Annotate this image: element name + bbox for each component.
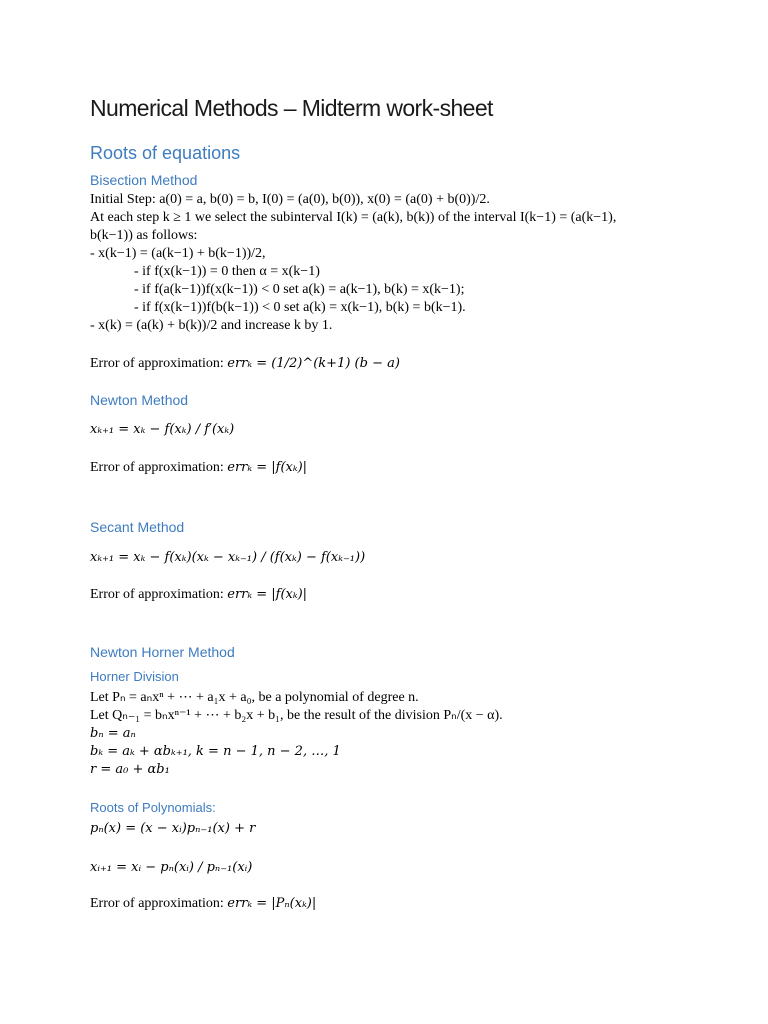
bisection-line: - if f(x(k−1))f(b(k−1)) < 0 set a(k) = x(k−1), b(k) = b(k−1). <box>134 300 466 315</box>
section-heading-roots: Roots of equations <box>90 143 241 163</box>
horner-bn: bₙ = aₙ <box>90 726 136 741</box>
secant-formula: xₖ₊₁ = xₖ − f(xₖ)(xₖ − xₖ₋₁) / (f(xₖ) − f(xₖ₋₁)) <box>90 550 366 565</box>
bisection-line: Initial Step: a(0) = a, b(0) = b, I(0) = (a(0), b(0)), x(0) = (a(0) + b(0))/2. <box>90 192 490 207</box>
horner-let-p: Let Pₙ = aₙxⁿ + ⋯ + a₁x + a₀, be a polynomial of degree n. <box>90 690 419 705</box>
bisection-heading: Bisection Method <box>90 172 198 188</box>
bisection-line: - x(k−1) = (a(k−1) + b(k−1))/2, <box>90 246 266 261</box>
page-title: Numerical Methods – Midterm work-sheet <box>90 95 493 121</box>
bisection-line: - if f(a(k−1))f(x(k−1)) < 0 set a(k) = a(k−1), b(k) = x(k−1); <box>134 282 465 297</box>
newton-formula: xₖ₊₁ = xₖ − f(xₖ) / f′(xₖ) <box>90 422 235 437</box>
newton-heading: Newton Method <box>90 392 189 408</box>
horner-error <box>90 896 316 912</box>
polynomial-iteration: xᵢ₊₁ = xᵢ − pₙ(xᵢ) / pₙ₋₁(xᵢ) <box>90 860 253 875</box>
error-label: Error of approximation: <box>90 460 224 475</box>
polynomial-deflation: pₙ(x) = (x − xᵢ)pₙ₋₁(x) + r <box>90 821 256 836</box>
secant-heading: Secant Method <box>90 519 185 535</box>
horner-let-q: Let Qₙ₋₁ = bₙxⁿ⁻¹ + ⋯ + b₂x + b₁, be the result of the division Pₙ/(x − α). <box>90 708 503 723</box>
bisection-line: b(k−1)) as follows: <box>90 228 198 243</box>
bisection-error <box>90 356 400 372</box>
horner-r: r = a₀ + αb₁ <box>90 762 170 777</box>
bisection-error-formula: errₖ = (1/2)^(k+1) (b − a) <box>227 356 400 371</box>
horner-division-heading: Horner Division <box>90 669 179 684</box>
bisection-line: At each step k ≥ 1 we select the subinterval I(k) = (a(k), b(k)) of the interval I(k−1) = (a(k−1), <box>90 210 617 225</box>
bisection-line: - x(k) = (a(k) + b(k))/2 and increase k by 1. <box>90 318 333 333</box>
newton-error <box>90 460 307 476</box>
horner-error-formula: errₖ = |Pₙ(xₖ)| <box>227 896 317 911</box>
secant-error-formula: errₖ = |f(xₖ)| <box>227 587 308 602</box>
roots-of-polynomials-heading: Roots of Polynomials: <box>90 800 216 815</box>
newton-horner-heading: Newton Horner Method <box>90 644 235 660</box>
secant-error <box>90 587 307 603</box>
newton-error-formula: errₖ = |f(xₖ)| <box>227 460 308 475</box>
error-label: Error of approximation: <box>90 896 224 911</box>
error-label: Error of approximation: <box>90 587 224 602</box>
bisection-line: - if f(x(k−1)) = 0 then α = x(k−1) <box>134 264 320 279</box>
horner-bk: bₖ = aₖ + αbₖ₊₁, k = n − 1, n − 2, …, 1 <box>90 744 341 759</box>
error-label: Error of approximation: <box>90 356 224 371</box>
